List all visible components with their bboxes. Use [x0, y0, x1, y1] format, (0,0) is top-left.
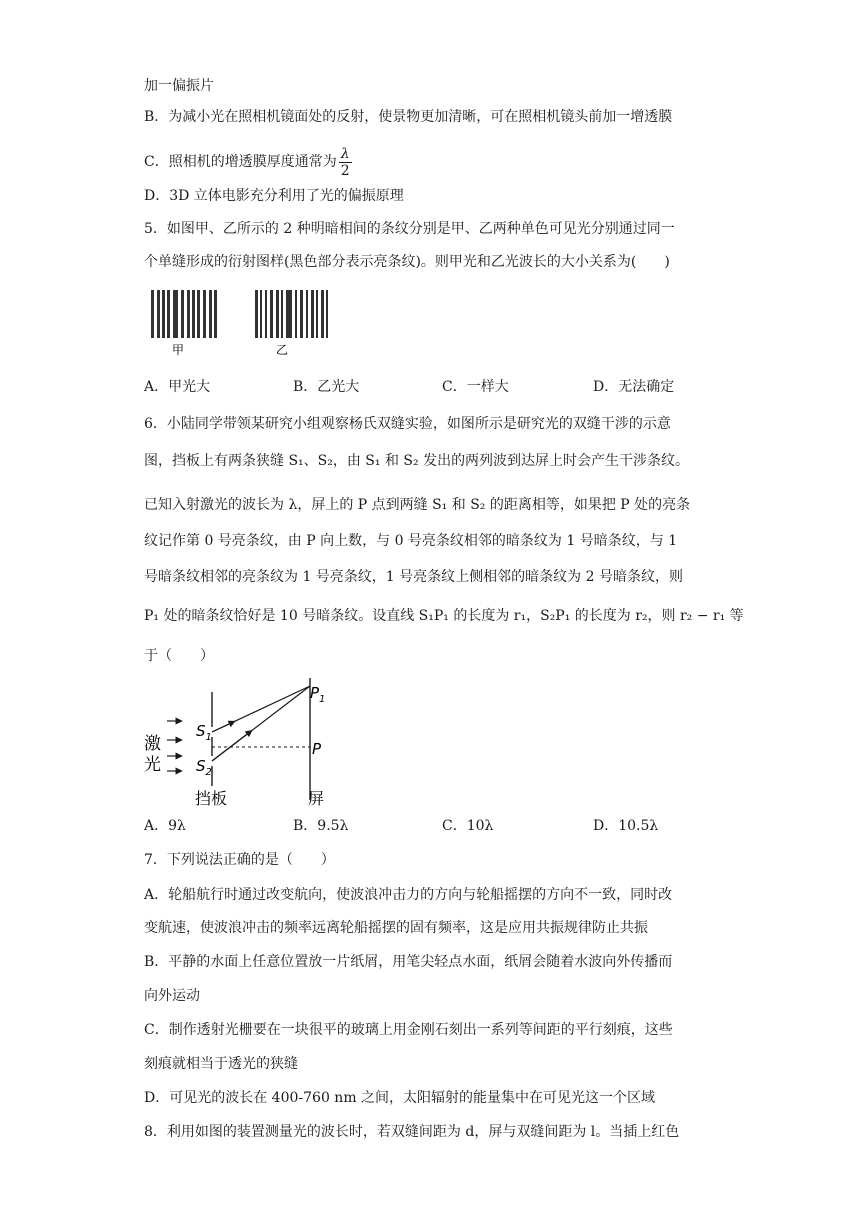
p1-label: $P_1$ [310, 684, 326, 705]
q5-option-b: B．乙光大 [293, 379, 360, 395]
laser-label-2: 光 [144, 755, 161, 775]
s1-label: $S_1$ [196, 722, 212, 743]
q7-stem: 7．下列说法正确的是（ ） [144, 852, 335, 868]
q6-stem-line-6: P₁ 处的暗条纹恰好是 10 号暗条纹。设直线 S₁P₁ 的长度为 r₁，S₂P₁ 的长度为 r₂，则 r₂ − r₁ 等 [144, 608, 744, 624]
q6-stem-line-3: 已知入射激光的波长为 λ，屏上的 P 点到两缝 S₁ 和 S₂ 的距离相等，如果把 P 处的亮条 [144, 497, 691, 513]
fraction-numerator: λ [340, 145, 350, 162]
q4-option-a-continuation: 加一偏振片 [144, 78, 214, 94]
q6-stem-line-4: 纹记作第 0 号亮条纹，由 P 向上数，与 0 号亮条纹相邻的暗条纹为 1 号暗条纹，与 1 [144, 533, 678, 549]
q7-option-a-line-1: A．轮船航行时通过改变航向，使波浪冲击力的方向与轮船摇摆的方向不一致，同时改 [144, 887, 673, 903]
q5-option-a: A．甲光大 [144, 379, 211, 395]
q6-option-a: A．9λ [144, 818, 186, 834]
q6-stem-line-1: 6．小陆同学带领某研究小组观察杨氏双缝实验，如图所示是研究光的双缝干涉的示意 [144, 416, 671, 432]
q7-option-c-line-1: C．制作透射光栅要在一块很平的玻璃上用金刚石刻出一系列等间距的平行刻痕，这些 [144, 1022, 673, 1038]
barrier-label: 挡板 [195, 789, 228, 808]
q4-option-d: D．3D 立体电影充分利用了光的偏振原理 [144, 188, 404, 204]
q5-options [144, 377, 744, 397]
q6-option-c: C．10λ [442, 818, 494, 834]
fraction-denominator: 2 [340, 162, 350, 179]
q6-stem-line-5: 号暗条纹相邻的亮条纹为 1 号亮条纹，1 号亮条纹上侧相邻的暗条纹为 2 号暗条纹，则 [144, 569, 683, 585]
q7-option-d: D．可见光的波长在 400-760 nm 之间，太阳辐射的能量集中在可见光这一个区域 [144, 1090, 656, 1106]
q6-options [144, 816, 744, 836]
q7-option-a-line-2: 变航速，使波浪冲击的频率远离轮船摇摆的固有频率，这是应用共振规律防止共振 [144, 920, 648, 936]
q4-option-c [144, 142, 352, 182]
q6-stem-line-7: 于（ ） [144, 648, 214, 664]
pattern-jia [151, 290, 217, 338]
q7-option-b-line-1: B．平静的水面上任意位置放一片纸屑，用笔尖轻点水面，纸屑会随着水波向外传播而 [144, 954, 673, 970]
p-label: P [312, 740, 322, 758]
q4-option-c-text: C．照相机的增透膜厚度通常为 [144, 154, 337, 170]
q4-option-b: B．为减小光在照相机镜面处的反射，使景物更加清晰，可在照相机镜头前加一增透膜 [144, 109, 673, 125]
q6-option-d: D．10.5λ [593, 818, 659, 834]
label-yi: 乙 [276, 343, 289, 357]
q5-option-d: D．无法确定 [593, 379, 675, 395]
q8-stem-line-1: 8．利用如图的装置测量光的波长时，若双缝间距为 d，屏与双缝间距为 l。当插上红色 [144, 1124, 680, 1140]
q5-stem-line-1: 5．如图甲、乙所示的 2 种明暗相间的条纹分别是甲、乙两种单色可见光分别通过同一 [144, 221, 675, 237]
q7-option-c-line-2: 刻痕就相当于透光的狭缝 [144, 1056, 298, 1072]
q6-option-b: B．9.5λ [293, 818, 349, 834]
q5-stem-line-2: 个单缝形成的衍射图样(黑色部分表示亮条纹)。则甲光和乙光波长的大小关系为( ) [144, 254, 670, 270]
s2-label: $S_2$ [196, 757, 212, 778]
laser-arrows [167, 721, 182, 771]
q7-option-b-line-2: 向外运动 [144, 988, 200, 1004]
laser-label-1: 激 [144, 734, 161, 754]
q6-stem-line-2: 图，挡板上有两条狭缝 S₁、S₂，由 S₁ 和 S₂ 发出的两列波到达屏上时会产生干涉条纹。 [144, 453, 690, 469]
diffraction-patterns-figure [146, 286, 346, 358]
double-slit-diagram [140, 676, 360, 812]
label-jia: 甲 [172, 343, 185, 357]
q5-option-c: C．一样大 [442, 379, 509, 395]
pattern-yi [255, 290, 328, 338]
screen-label: 屏 [308, 789, 325, 808]
lambda-over-two-fraction [339, 146, 352, 179]
